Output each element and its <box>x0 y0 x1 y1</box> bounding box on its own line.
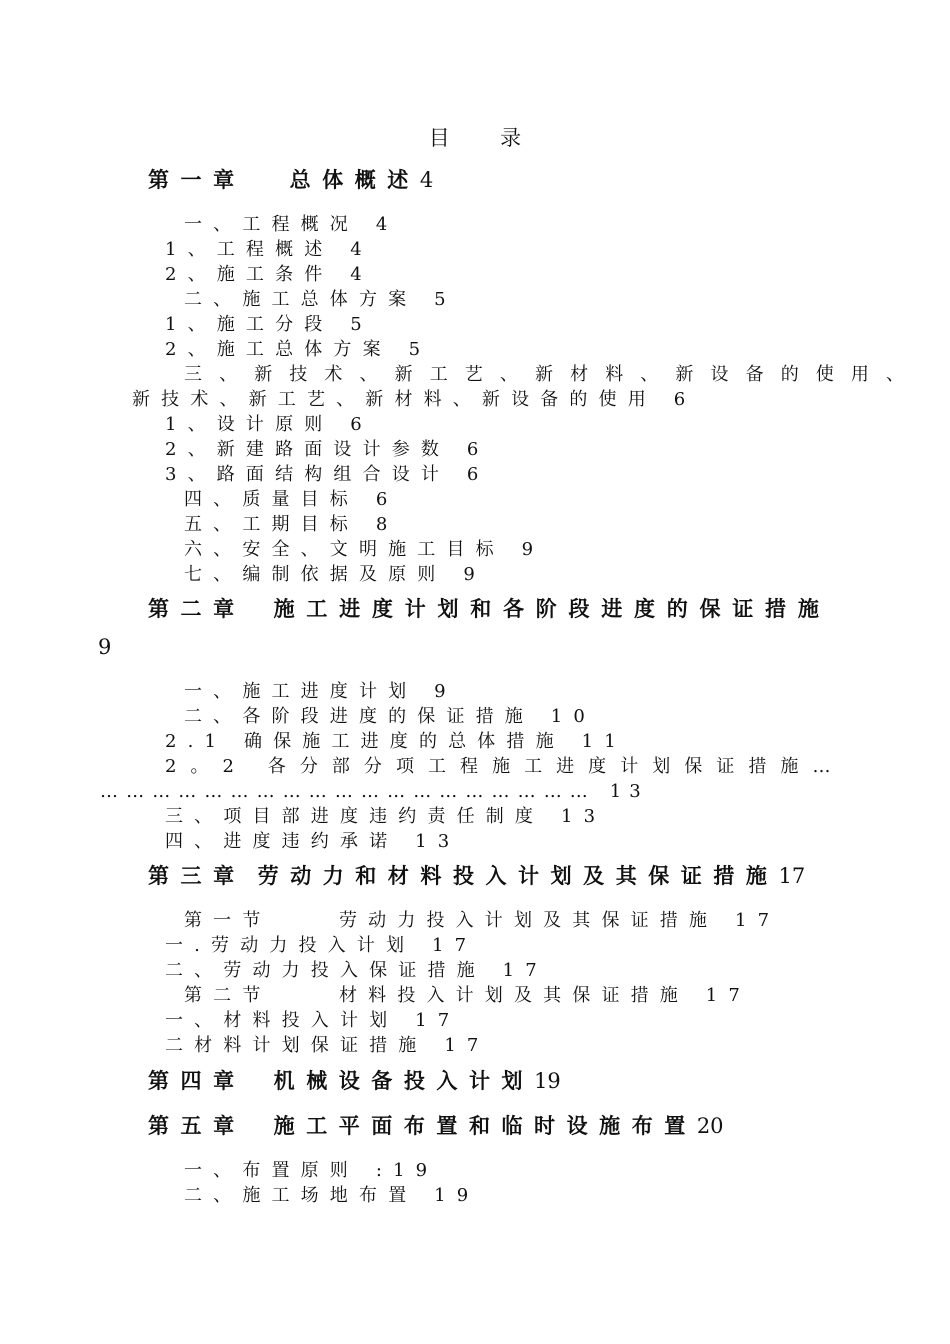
chapter-page: 4 <box>419 168 434 192</box>
toc-entry: 2、施工总体方案 5 <box>165 339 432 360</box>
chapter-page: 20 <box>696 1114 724 1138</box>
toc-entry: 1、施工分段 5 <box>165 314 373 335</box>
chapter-2-page: 9 <box>98 635 112 659</box>
toc-entry: 一、布置原则 :19 <box>184 1160 439 1181</box>
chapter-title: 施工进度计划和各阶段进度的保证措施 <box>273 596 831 621</box>
chapter-title: 总体概述 <box>289 167 420 192</box>
toc-entry: 四、质量目标 6 <box>184 489 399 510</box>
toc-entry: 1、设计原则 6 <box>165 414 373 435</box>
toc-entry: 2.1 确保施工进度的总体措施 11 <box>165 731 627 752</box>
chapter-3-heading <box>148 863 805 889</box>
chapter-label: 第三章 <box>148 863 246 888</box>
chapter-2-heading <box>148 596 831 622</box>
chapter-5-heading <box>148 1113 724 1139</box>
toc-entry: 四、进度违约承诺 13 <box>165 831 461 852</box>
toc-entry: 2。2 各分部分项工程施工进度计划保证措施… <box>165 756 845 777</box>
toc-entry: 新技术、新工艺、新材料、新设备的使用 6 <box>132 389 697 410</box>
toc-entry: 第一节 劳动力投入计划及其保证措施 17 <box>184 910 781 931</box>
toc-title: 目录 <box>428 126 572 150</box>
toc-entry: ………………………………………………… 13 <box>100 781 649 802</box>
chapter-label: 第四章 <box>148 1068 246 1093</box>
toc-entry: 第二节 材料投入计划及其保证措施 17 <box>184 985 752 1006</box>
chapter-title: 施工平面布置和临时设施布置 <box>273 1113 697 1138</box>
toc-entry: 一、工程概况 4 <box>184 214 399 235</box>
chapter-title: 劳动力和材料投入计划及其保证措施 <box>257 863 779 888</box>
toc-entry: 二、施工总体方案 5 <box>184 289 457 310</box>
toc-entry: 三、新技术、新工艺、新材料、新设备的使用、 <box>184 364 922 385</box>
toc-entry: 二、劳动力投入保证措施 17 <box>165 960 548 981</box>
chapter-label: 第二章 <box>148 596 246 621</box>
chapter-page: 19 <box>534 1069 561 1093</box>
toc-entry: 五、工期目标 8 <box>184 514 399 535</box>
chapter-title: 机械设备投入计划 <box>273 1068 535 1093</box>
chapter-label: 第五章 <box>148 1113 246 1138</box>
toc-entry: 二、施工场地布置 19 <box>184 1185 480 1206</box>
toc-entry: 二、各阶段进度的保证措施 10 <box>184 706 597 727</box>
toc-entry: 三、项目部进度违约责任制度 13 <box>165 806 607 827</box>
toc-entry: 一、施工进度计划 9 <box>184 681 457 702</box>
toc-entry: 2、施工条件 4 <box>165 264 373 285</box>
toc-entry: 一、材料投入计划 17 <box>165 1010 461 1031</box>
toc-entry: 七、编制依据及原则 9 <box>184 564 486 585</box>
toc-entry: 六、安全、文明施工目标 9 <box>184 539 545 560</box>
toc-entry: 二材料计划保证措施 17 <box>165 1035 490 1056</box>
toc-entry: 3、路面结构组合设计 6 <box>165 464 490 485</box>
toc-entry: 一.劳动力投入计划 17 <box>165 935 478 956</box>
toc-entry: 2、新建路面设计参数 6 <box>165 439 490 460</box>
toc-entry: 1、工程概述 4 <box>165 239 373 260</box>
chapter-label: 第一章 <box>148 167 246 192</box>
chapter-4-heading <box>148 1068 561 1094</box>
chapter-1-heading <box>148 167 433 193</box>
chapter-page: 17 <box>778 864 806 888</box>
